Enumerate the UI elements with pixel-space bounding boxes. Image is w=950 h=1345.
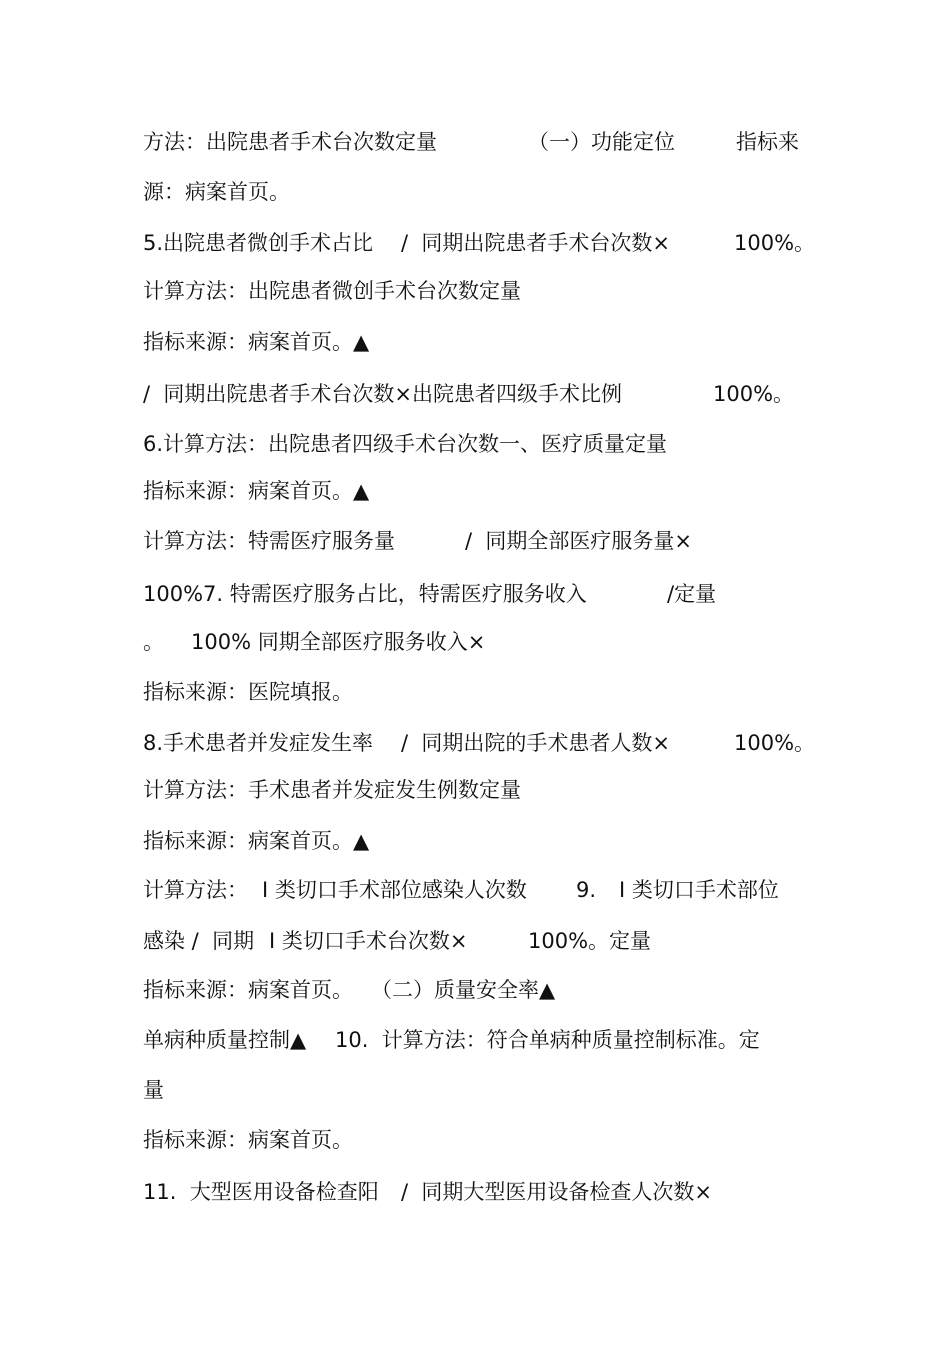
text-line	[143, 1178, 713, 1290]
text-segment: 100%。	[713, 382, 795, 406]
text-segment: 100%。	[734, 231, 816, 255]
text-segment: 计算方法：	[143, 878, 248, 902]
text-segment: 指标来源：病案首页。▲	[143, 829, 370, 853]
text-segment: 源：病案首页。	[143, 180, 290, 204]
text-segment: /定量	[667, 582, 717, 606]
text-segment: 指标来源：病案首页。▲	[143, 330, 370, 354]
text-segment: 量	[143, 1078, 164, 1102]
text-segment: 5.出院患者微创手术占比	[143, 231, 374, 255]
text-segment: 10. 计算方法：符合单病种质量控制标准。定	[335, 1028, 760, 1052]
text-segment: 计算方法：手术患者并发症发生例数定量	[143, 778, 521, 802]
text-segment: 方法：出院患者手术台次数定量	[143, 130, 437, 154]
text-segment: / 同期大型医用设备检查人次数×	[401, 1180, 713, 1204]
text-segment: 100%。	[734, 731, 816, 755]
text-segment: 指标来	[736, 130, 799, 154]
text-segment: 6.计算方法：出院患者四级手术台次数一、医疗质量定量	[143, 432, 668, 456]
text-segment: 计算方法：特需医疗服务量	[143, 529, 395, 553]
text-segment: / 同期出院患者手术台次数×出院患者四级手术比例	[143, 382, 623, 406]
text-segment: 100%。定量	[528, 929, 652, 953]
text-segment: 指标来源：医院填报。	[143, 680, 353, 704]
text-segment: Ⅰ 类切口手术部位感染人次数	[262, 878, 527, 902]
text-segment: 感染 / 同期	[143, 929, 255, 953]
text-segment: / 同期全部医疗服务量×	[465, 529, 693, 553]
text-segment: 100%7. 特需医疗服务占比，特需医疗服务收入	[143, 582, 587, 606]
text-segment: 计算方法：出院患者微创手术台次数定量	[143, 279, 521, 303]
text-segment: 9.	[576, 878, 597, 902]
text-segment: 100% 同期全部医疗服务收入×	[191, 630, 486, 654]
text-segment: 。	[143, 630, 164, 654]
text-segment: Ⅰ 类切口手术台次数×	[269, 929, 468, 953]
text-segment: （二）质量安全率▲	[371, 978, 556, 1002]
text-segment: / 同期出院的手术患者人数×	[401, 731, 671, 755]
text-segment: 11. 大型医用设备检查阳	[143, 1180, 379, 1204]
text-segment: / 同期出院患者手术台次数×	[401, 231, 671, 255]
text-segment: 指标来源：病案首页。	[143, 1128, 353, 1152]
text-segment: 8.手术患者并发症发生率	[143, 731, 374, 755]
text-segment: 指标来源：病案首页。▲	[143, 479, 370, 503]
text-segment: （一）功能定位	[528, 130, 675, 154]
text-segment: 单病种质量控制▲	[143, 1028, 307, 1052]
text-segment: 指标来源：病案首页。	[143, 978, 353, 1002]
text-segment: Ⅰ 类切口手术部位	[619, 878, 779, 902]
